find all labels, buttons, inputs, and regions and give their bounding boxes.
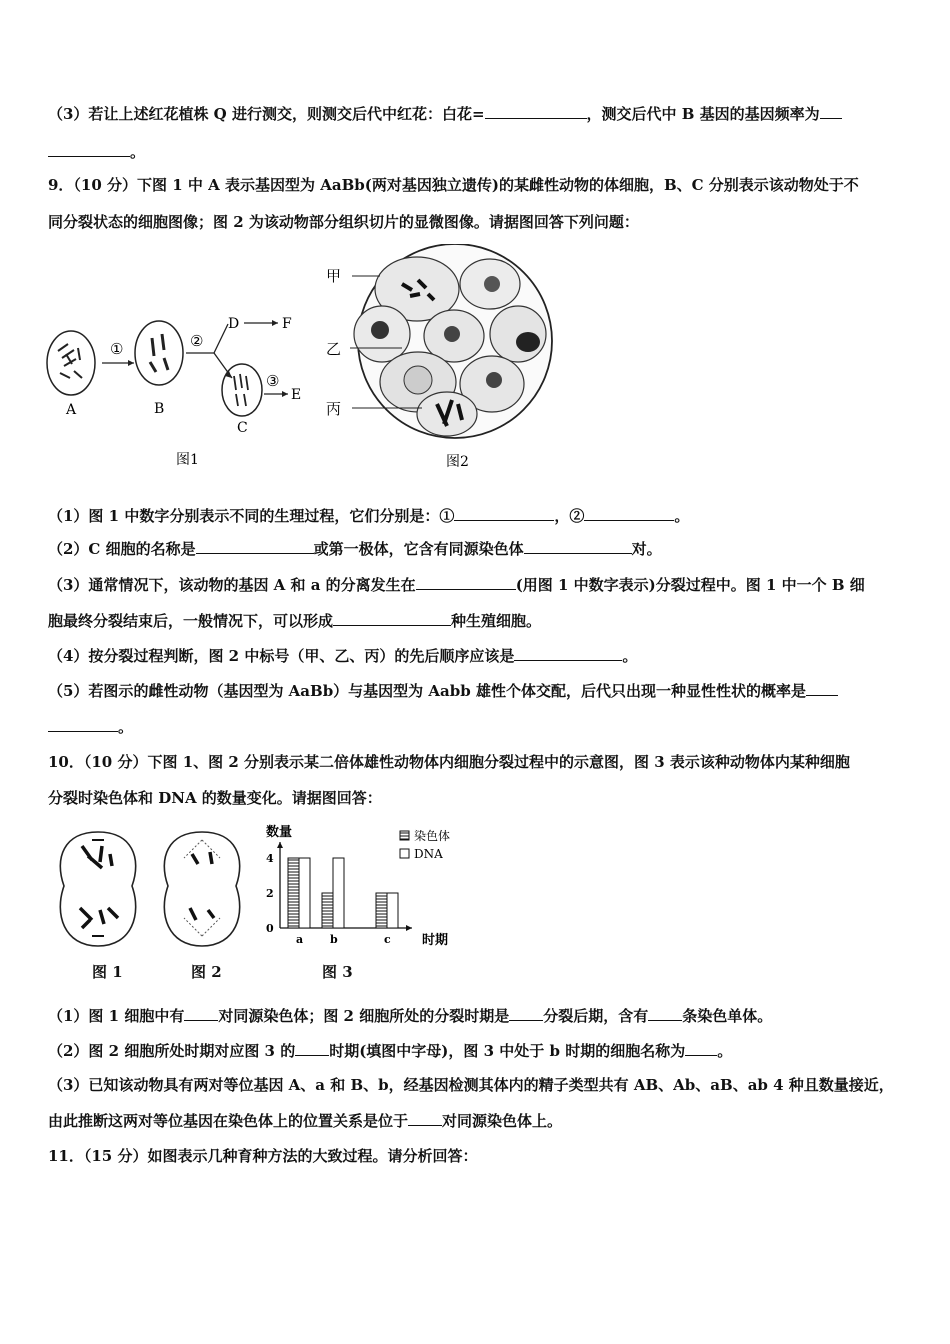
q9-s1-blank-2[interactable] (584, 505, 674, 521)
e-label: E (291, 387, 302, 403)
label-yi: 乙 (326, 340, 342, 358)
q10-fig3-caption: 图 3 (322, 963, 353, 981)
chart-y-tick-label: 4 (266, 852, 274, 865)
nucleus-yi-right (486, 372, 502, 388)
cell-b-label: B (154, 401, 165, 417)
cell-a-label: A (66, 402, 77, 418)
step-3-label: ③ (266, 372, 280, 390)
fig1-caption: 图1 (176, 452, 199, 468)
cell-right (490, 306, 546, 362)
q10-s1-d: 条染色单体。 (682, 1007, 773, 1025)
q10-s3-c: 对同源染色体上。 (442, 1112, 563, 1130)
chart-bar-c-chromosome (376, 893, 387, 928)
q9-s5-blank[interactable] (806, 680, 838, 696)
q10-s3-b: 由此推断这两对等位基因在染色体上的位置关系是位于 (48, 1112, 409, 1130)
q9-s2-c: 对。 (631, 540, 662, 558)
q10-s1 (48, 1005, 772, 1026)
q10-fig2-spindle (184, 840, 220, 936)
d-label: D (228, 316, 240, 332)
q9-s4 (48, 645, 637, 666)
q9-s2-b: 或第一极体，它含有同源染色体 (313, 540, 524, 558)
q10-fig1-chromosomes (80, 846, 118, 928)
q9-s5-a: （5）若图示的雌性动物（基因型为 AaBb）与基因型为 Aabb 雄性个体交配，后代只出现一种显性性状的概率是 (48, 682, 806, 700)
q8-3-text-a: （3）若让上述红花植株 Q 进行测交，则测交后代中红花：白花= (48, 105, 485, 123)
q9-s1 (48, 505, 689, 526)
q10-s2-a: （2）图 2 细胞所处时期对应图 3 的 (48, 1042, 296, 1060)
legend-swatch-dna (400, 849, 409, 858)
q9-figure-1 (44, 306, 314, 476)
chart-x-axis-arrow (406, 925, 412, 931)
q9-s3-d: 种生殖细胞。 (451, 612, 542, 630)
q10-fig1-cell (60, 832, 135, 946)
cell-b-outline (135, 321, 183, 385)
q9-s5-blank-cont[interactable] (48, 716, 118, 732)
chart-xlabel: 时期 (422, 933, 449, 948)
q10-s1-blank-2[interactable] (509, 1005, 543, 1021)
arrow-to-d (214, 324, 228, 353)
q10-s2-b: 时期(填图中字母)，图 3 中处于 b 时期的细胞名称为 (329, 1042, 686, 1060)
legend-label-dna: DNA (414, 847, 443, 861)
chart-bar-a-chromosome (288, 858, 299, 928)
legend-label-chromosome: 染色体 (414, 829, 451, 843)
q9-s1-c: 。 (674, 507, 690, 525)
nucleus-right (516, 332, 540, 352)
chart-bar-b-dna (333, 858, 344, 928)
chart-bar-b-chromosome (322, 893, 333, 928)
q9-s5-line2 (48, 716, 133, 737)
nucleus-left (371, 321, 389, 339)
chart-ylabel: 数量 (266, 825, 293, 840)
q9-s1-blank-1[interactable] (454, 505, 554, 521)
q8-3-blank-ratio[interactable] (485, 103, 587, 119)
arrow-d-f-head (272, 320, 278, 326)
chart-bar-c-dna (387, 893, 398, 928)
q10-intro-2: 分裂时染色体和 DNA 的数量变化。请据图回答： (48, 789, 382, 807)
q9-s3-b: (用图 1 中数字表示)分裂过程中。图 1 中一个 B 细 (515, 576, 865, 594)
q10-fig1-caption: 图 1 (92, 963, 123, 981)
chart-y-tick-label: 2 (266, 887, 274, 900)
q8-3-text-b: ，测交后代中 B 基因的基因频率为 (586, 105, 820, 123)
q9-s5-line1 (48, 680, 838, 701)
q10-fig2-cell (164, 832, 239, 946)
q8-3-end: 。 (130, 143, 146, 161)
q10-figure-2 (156, 828, 248, 950)
nucleus-top-right (484, 276, 500, 292)
q9-s4-blank[interactable] (514, 645, 622, 661)
q9-s3-c: 胞最终分裂结束后，一般情况下，可以形成 (48, 612, 334, 630)
q8-3-line1 (48, 103, 842, 124)
q9-s1-a: （1）图 1 中数字分别表示不同的生理过程，它们分别是：① (48, 507, 455, 525)
q9-s4-a: （4）按分裂过程判断，图 2 中标号（甲、乙、丙）的先后顺序应该是 (48, 647, 515, 665)
q9-s3-line2 (48, 610, 541, 631)
q9-s2-blank-2[interactable] (524, 538, 632, 554)
q8-3-blank-freq-cont[interactable] (48, 141, 130, 157)
label-bing: 丙 (326, 400, 342, 418)
q10-s1-b: 对同源染色体；图 2 细胞所处的分裂时期是 (218, 1007, 510, 1025)
q9-s5-b: 。 (118, 718, 134, 736)
chart-y-axis-arrow (277, 842, 283, 848)
arrow-1-head (128, 360, 134, 366)
chart-bar-a-dna (299, 858, 310, 928)
q9-intro-1: 9．（10 分）下图 1 中 A 表示基因型为 AaBb(两对基因独立遗传)的某雌性动物的体细胞，B、C 分别表示该动物处于不 (48, 176, 859, 194)
q9-intro-2: 同分裂状态的细胞图像；图 2 为该动物部分组织切片的显微图像。请据图回答下列问题： (48, 213, 639, 231)
q10-s1-a: （1）图 1 细胞中有 (48, 1007, 185, 1025)
q10-s3-line1: （3）已知该动物具有两对等位基因 A、a 和 B、b，经基因检测其体内的精子类型共有 AB、Ab、aB、ab 4 种且数量接近， (48, 1076, 894, 1094)
q10-fig2-chromosomes (190, 852, 214, 920)
arrow-3-head (282, 391, 288, 397)
q9-s3-blank-1[interactable] (416, 574, 516, 590)
fig2-caption: 图2 (446, 454, 469, 470)
cell-c-chromosomes (234, 374, 248, 406)
q8-3-blank-freq[interactable] (820, 103, 842, 119)
q10-fig2-caption: 图 2 (191, 963, 222, 981)
q9-s3-a: （3）通常情况下，该动物的基因 A 和 a 的分离发生在 (48, 576, 416, 594)
cell-a-chromosomes (58, 344, 82, 378)
q8-3-line2 (48, 141, 145, 162)
legend-swatch-chromosome (400, 831, 409, 840)
cell-b-chromosomes (150, 334, 168, 372)
nucleus-yi (404, 366, 432, 394)
chart-x-tick-label: c (384, 933, 391, 946)
q10-s2 (48, 1040, 732, 1061)
q10-s1-c: 分裂后期，含有 (543, 1007, 649, 1025)
q10-intro-1: 10．（10 分）下图 1、图 2 分别表示某二倍体雄性动物体内细胞分裂过程中的示意图，图 3 表示该种动物体内某种细胞 (48, 753, 850, 771)
q9-s2-blank-1[interactable] (196, 538, 314, 554)
nucleus-center (444, 326, 460, 342)
q9-figure-2 (322, 244, 577, 474)
q9-s4-b: 。 (622, 647, 638, 665)
q10-figure-3-chart (262, 820, 462, 950)
chart-x-tick-label: a (296, 933, 304, 946)
step-1-label: ① (110, 340, 124, 358)
q10-s3-line2 (48, 1110, 562, 1131)
cell-c-outline (222, 364, 262, 416)
q10-figure-1 (52, 828, 144, 950)
q9-s3-line1 (48, 574, 865, 595)
label-jia: 甲 (326, 267, 342, 285)
q10-s2-blank-1[interactable] (295, 1040, 329, 1056)
q10-s2-c: 。 (717, 1042, 733, 1060)
cell-c-label: C (237, 420, 248, 436)
q10-s1-blank-3[interactable] (648, 1005, 682, 1021)
q10-s2-blank-2[interactable] (685, 1040, 717, 1056)
chart-y-tick-label: 0 (266, 922, 274, 935)
q9-s2-a: （2）C 细胞的名称是 (48, 540, 196, 558)
q9-s3-blank-2[interactable] (333, 610, 451, 626)
q9-s1-b: ，② (554, 507, 585, 525)
q9-s2 (48, 538, 662, 559)
q11-intro: 11．（15 分）如图表示几种育种方法的大致过程。请分析回答： (48, 1147, 478, 1165)
q10-s3-blank[interactable] (408, 1110, 442, 1126)
f-label: F (282, 316, 292, 332)
chart-x-tick-label: b (330, 933, 338, 946)
q10-s1-blank-1[interactable] (184, 1005, 218, 1021)
step-2-label: ② (190, 332, 204, 350)
